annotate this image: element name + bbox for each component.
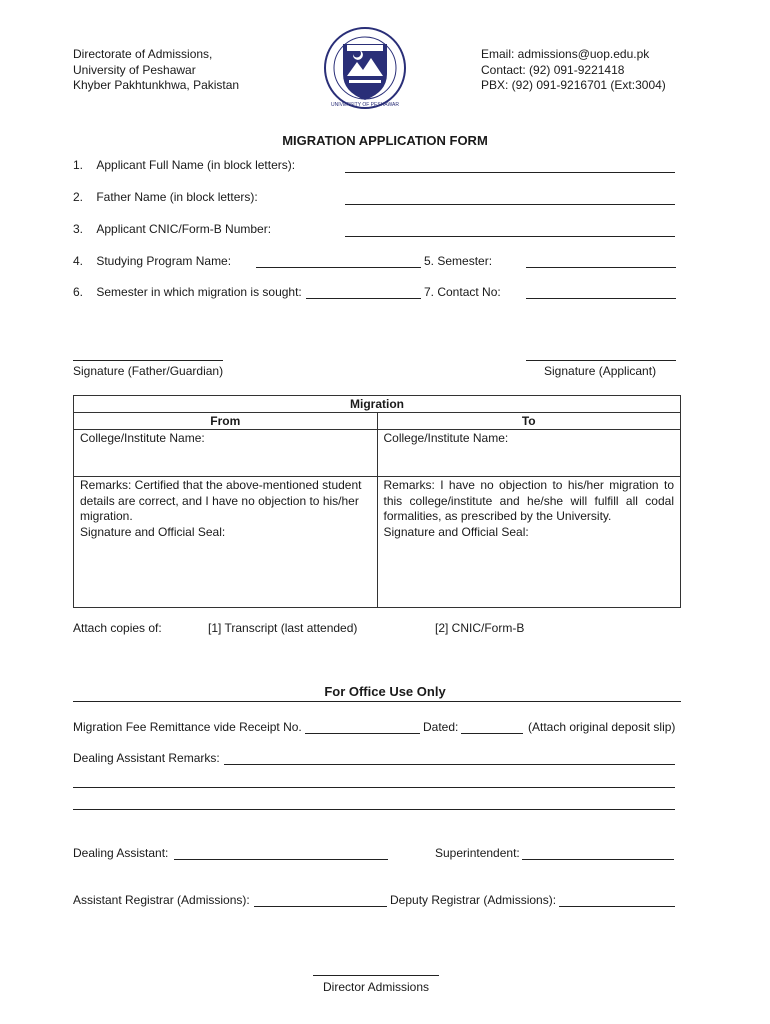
fee-receipt-label: Migration Fee Remittance vide Receipt No.: [73, 720, 302, 734]
remarks-from-text: Remarks: Certified that the above-mentioned student details are correct, and I have no objection to his/her migration.: [80, 478, 362, 523]
address-line: University of Peshawar: [73, 62, 196, 77]
dealing-remarks-line-2[interactable]: [73, 787, 675, 788]
contact-line: Contact: (92) 091-9221418: [481, 62, 625, 77]
address-line: Directorate of Admissions,: [73, 47, 213, 61]
dealing-remarks-line-3[interactable]: [73, 809, 675, 810]
fee-receipt-field[interactable]: [305, 733, 420, 734]
contact-no-field[interactable]: [526, 298, 676, 299]
pbx-line: PBX: (92) 091-9216701 (Ext:3004): [481, 78, 666, 92]
address-line: Khyber Pakhtunkhwa, Pakistan: [73, 78, 240, 92]
table-heading: Migration: [74, 396, 681, 413]
father-signature-line[interactable]: [73, 360, 223, 361]
seal-from-label: Signature and Official Seal:: [80, 524, 226, 539]
semester-field[interactable]: [526, 267, 676, 268]
email-line: Email: admissions@uop.edu.pk: [481, 47, 650, 61]
father-signature-label: Signature (Father/Guardian): [73, 364, 224, 378]
attach-transcript: [1] Transcript (last attended): [208, 621, 358, 635]
cnic-field[interactable]: [345, 236, 675, 237]
office-divider: [73, 701, 681, 702]
college-from-cell[interactable]: College/Institute Name:: [74, 430, 378, 477]
deputy-registrar-field[interactable]: [559, 906, 675, 907]
dealing-assistant-label: Dealing Assistant:: [73, 846, 169, 860]
contact-info: [481, 47, 666, 94]
assistant-registrar-label: Assistant Registrar (Admissions):: [73, 893, 250, 907]
program-label: 4. Studying Program Name:: [73, 254, 232, 268]
director-signature-line[interactable]: [313, 975, 439, 976]
migration-semester-label: 6. Semester in which migration is sought:: [73, 285, 302, 299]
form-title: MIGRATION APPLICATION FORM: [282, 133, 488, 148]
to-header: To: [377, 413, 681, 430]
from-header: From: [74, 413, 378, 430]
dealing-remarks-label: Dealing Assistant Remarks:: [73, 751, 220, 765]
contact-no-label: 7. Contact No:: [424, 285, 501, 299]
applicant-name-label: 1. Applicant Full Name (in block letters):: [73, 158, 296, 172]
program-field[interactable]: [256, 267, 421, 268]
deposit-slip-note: (Attach original deposit slip): [528, 720, 676, 734]
dealing-remarks-field[interactable]: [224, 764, 675, 765]
assistant-registrar-field[interactable]: [254, 906, 387, 907]
superintendent-label: Superintendent:: [435, 846, 520, 860]
applicant-name-field[interactable]: [345, 172, 675, 173]
semester-label: 5. Semester:: [424, 254, 493, 268]
college-to-cell[interactable]: College/Institute Name:: [377, 430, 681, 477]
father-name-field[interactable]: [345, 204, 675, 205]
applicant-signature-label: Signature (Applicant): [544, 364, 657, 378]
office-use-title: For Office Use Only: [324, 684, 446, 699]
remarks-to-cell[interactable]: [377, 477, 681, 608]
superintendent-field[interactable]: [522, 859, 674, 860]
university-logo: [323, 26, 407, 110]
dated-label: Dated:: [423, 720, 459, 734]
remarks-to-text: Remarks: I have no objection to his/her migration to this college/institute and he/she will fulfill all codal formalities, as prescribed by the University.: [383, 478, 674, 523]
migration-semester-field[interactable]: [306, 298, 421, 299]
remarks-from-cell[interactable]: [74, 477, 378, 608]
institution-address: [73, 47, 239, 94]
seal-to-label: Signature and Official Seal:: [383, 524, 529, 539]
attach-label: Attach copies of:: [73, 621, 162, 635]
father-name-label: 2. Father Name (in block letters):: [73, 190, 258, 204]
migration-table: [73, 395, 681, 608]
dealing-assistant-field[interactable]: [174, 859, 388, 860]
attach-cnic: [2] CNIC/Form-B: [435, 621, 525, 635]
cnic-label: 3. Applicant CNIC/Form-B Number:: [73, 222, 272, 236]
deputy-registrar-label: Deputy Registrar (Admissions):: [390, 893, 557, 907]
dated-field[interactable]: [461, 733, 523, 734]
director-label: Director Admissions: [322, 980, 430, 994]
applicant-signature-line[interactable]: [526, 360, 676, 361]
svg-text:UNIVERSITY OF PESHAWAR: UNIVERSITY OF PESHAWAR: [331, 102, 399, 108]
